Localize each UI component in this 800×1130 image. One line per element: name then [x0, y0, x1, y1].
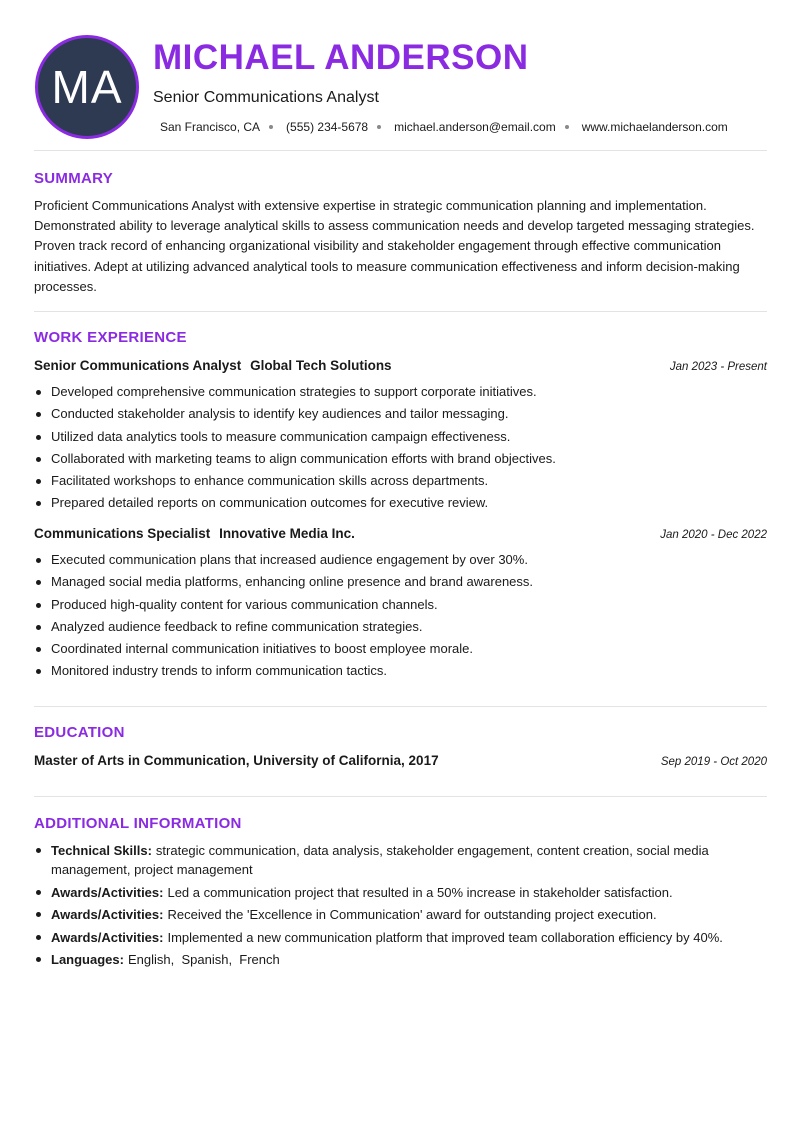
job-dates: Jan 2023 - Present — [669, 361, 767, 373]
list-item: Facilitated workshops to enhance communication skills across departments. — [34, 470, 556, 492]
job-title: Communications Specialist — [34, 526, 211, 541]
info-text: Received the 'Excellence in Communication' award for outstanding project execution. — [167, 907, 657, 922]
candidate-name: MICHAEL ANDERSON — [153, 38, 529, 77]
info-label: Technical Skills: — [51, 843, 152, 858]
divider — [34, 150, 767, 151]
list-item: Utilized data analytics tools to measure communication campaign effectiveness. — [34, 426, 556, 448]
divider — [34, 796, 767, 797]
separator-dot — [565, 125, 569, 129]
additional-info-list — [34, 841, 754, 973]
job-title-line — [34, 358, 392, 373]
info-label: Awards/Activities: — [51, 929, 164, 945]
list-item — [34, 905, 754, 924]
education-degree: Master of Arts in Communication, University of California, 2017 — [34, 753, 439, 768]
education-dates: Sep 2019 - Oct 2020 — [660, 756, 767, 768]
list-item: Prepared detailed reports on communication outcomes for executive review. — [34, 492, 556, 514]
info-text: Implemented a new communication platform that improved team collaboration efficiency by 40%. — [167, 929, 723, 945]
list-item: Conducted stakeholder analysis to identify key audiences and tailor messaging. — [34, 403, 556, 425]
info-label: Awards/Activities: — [51, 884, 164, 900]
language-item: English — [127, 952, 171, 967]
job-bullet-list — [34, 549, 533, 683]
divider — [34, 311, 767, 312]
additional-info-heading: ADDITIONAL INFORMATION — [34, 815, 242, 832]
job-dates: Jan 2020 - Dec 2022 — [660, 529, 767, 541]
languages-label: Languages: — [51, 952, 124, 967]
divider — [34, 706, 767, 707]
list-item: Managed social media platforms, enhancing online presence and brand awareness. — [34, 571, 533, 593]
summary-heading: SUMMARY — [34, 170, 114, 187]
job-header — [34, 526, 767, 541]
list-item: Monitored industry trends to inform communication tactics. — [34, 660, 533, 682]
contact-website[interactable]: www.michaelanderson.com — [581, 120, 728, 134]
education-heading: EDUCATION — [34, 724, 125, 741]
list-item — [34, 883, 754, 902]
avatar-initials: MA — [51, 61, 123, 113]
job-header — [34, 358, 767, 373]
list-item: Developed comprehensive communication strategies to support corporate initiatives. — [34, 381, 556, 403]
candidate-role: Senior Communications Analyst — [153, 89, 379, 106]
contact-email[interactable]: michael.anderson@email.com — [394, 120, 556, 134]
summary-text: Proficient Communications Analyst with extensive expertise in strategic communication planning and implementation. Demonstrated ability to leverage analytical skills to assess communication needs and develop targeted messaging strategies. Proven track record of enhancing organizational visibility and stakeholder engagement through effective communication initiatives. Adept at utilizing advanced analytical tools to measure communication effectiveness and inform decision-making processes. — [34, 198, 755, 294]
job-bullet-list — [34, 381, 556, 515]
job-company: Global Tech Solutions — [250, 358, 392, 373]
list-item: Collaborated with marketing teams to align communication efforts with brand objectives. — [34, 448, 556, 470]
list-item: Coordinated internal communication initiatives to boost employee morale. — [34, 638, 533, 660]
job-title-line — [34, 526, 355, 541]
avatar — [35, 35, 139, 139]
separator-dot — [269, 125, 273, 129]
contact-location: San Francisco, CA — [160, 120, 261, 134]
list-item — [34, 928, 754, 947]
contact-bar — [160, 120, 728, 134]
list-item: Analyzed audience feedback to refine communication strategies. — [34, 616, 533, 638]
info-text: Led a communication project that resulted in a 50% increase in stakeholder satisfaction. — [167, 884, 673, 900]
list-item — [34, 950, 754, 969]
info-label: Awards/Activities: — [51, 907, 164, 922]
list-item — [34, 841, 754, 879]
work-experience-heading: WORK EXPERIENCE — [34, 329, 187, 346]
list-item: Produced high-quality content for various communication channels. — [34, 594, 533, 616]
language-item: , Spanish — [171, 952, 229, 967]
education-entry — [34, 753, 767, 768]
list-item: Executed communication plans that increased audience engagement by over 30%. — [34, 549, 533, 571]
contact-phone: (555) 234-5678 — [286, 120, 369, 134]
language-item: , French — [228, 952, 279, 967]
job-title: Senior Communications Analyst — [34, 358, 242, 373]
info-text: strategic communication, data analysis, stakeholder engagement, content creation, social media management, project management — [51, 843, 709, 877]
separator-dot — [377, 125, 381, 129]
job-company: Innovative Media Inc. — [219, 526, 355, 541]
